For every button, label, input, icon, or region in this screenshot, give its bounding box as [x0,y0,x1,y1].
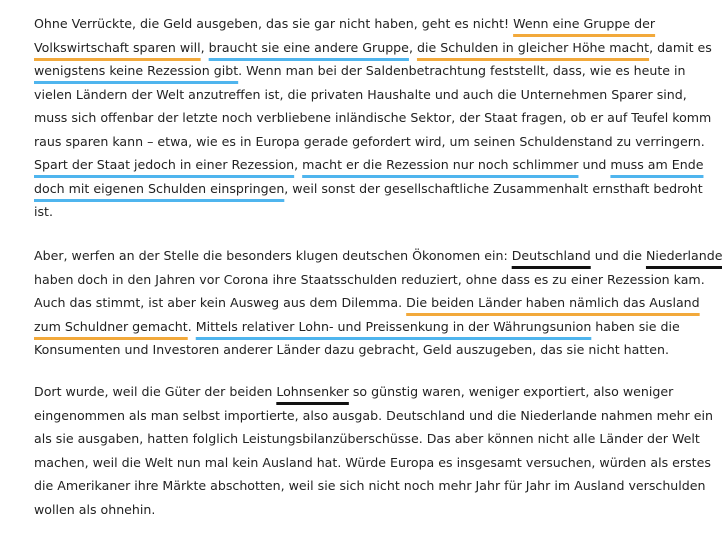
text-segment: . [187,318,196,334]
text-segment: die Amerikaner ihre Märkte abschotten, weil sie sich nicht noch mehr Jahr für Jahr im Ausland verschulden [34,478,706,493]
text-segment: , weil sonst der gesellschaftliche Zusammenhalt ernsthaft bedroht [284,180,703,196]
text-line [34,502,155,520]
text-line [34,272,705,290]
text-line [34,478,706,496]
text-line [34,16,655,34]
text-segment: haben doch in den Jahren vor Corona ihre Staatsschulden reduziert, ohne dass es zu einer Rezession kam. [34,271,705,287]
highlight-blue: macht er die Rezession nur noch schlimmer [302,157,579,172]
text-line [34,134,705,152]
highlight-blue: wenigstens keine Rezession gibt [34,63,239,78]
text-line [34,248,722,266]
text-segment: Auch das stimmt, ist aber kein Ausweg aus dem Dilemma. [34,295,407,310]
text-line [34,87,687,105]
text-segment: haben sie die [591,318,680,334]
highlight-black: Deutschland [511,248,591,263]
text-segment: eingenommen als man selbst importierte, also ausgab. Deutschland und die Niederlande nahmen mehr ein [34,407,713,423]
text-segment: , [294,157,303,172]
text-segment: , damit es [649,39,712,55]
highlight-orange: die Schulden in gleicher Höhe macht [416,39,650,55]
text-line [34,408,713,426]
text-segment: Ohne Verrückte, die Geld ausgeben, das sie gar nicht haben, geht es nicht! [34,16,514,31]
text-line [34,204,53,222]
text-segment: als sie ausgaben, hatten folglich Leistungsbilanzüberschüsse. Das aber können nicht alle Länder der Welt [34,431,700,446]
highlight-blue: braucht sie eine andere Gruppe [208,39,409,55]
text-line [34,384,673,402]
text-segment: , [200,39,209,55]
highlight-blue: doch mit eigenen Schulden einspringen [34,180,285,196]
highlight-orange: Die beiden Länder haben nämlich das Ausland [406,295,700,310]
text-segment: wollen als ohnehin. [34,501,156,517]
text-segment: , [408,39,417,55]
text-line [34,455,711,473]
text-segment: so günstig waren, weniger exportiert, also weniger [348,384,674,399]
text-segment: raus sparen kann – etwa, wie es in Europa gerade gefordert wird, um seinen Schuldenstand zu verringern. [34,133,705,149]
highlight-black: Niederlande [645,248,722,263]
text-line [34,40,712,58]
highlight-orange: Volkswirtschaft sparen will [34,39,201,55]
text-segment: und [578,157,611,172]
text-segment: machen, weil die Welt nun mal kein Ausland hat. Würde Europa es insgesamt versuchen, würden als erstes [34,454,711,470]
text-segment: Aber, werfen an der Stelle die besonders klugen deutschen Ökonomen ein: [34,248,512,263]
text-segment: . Wenn man bei der Saldenbetrachtung feststellt, dass, wie es heute in [238,63,686,78]
highlight-blue: Spart der Staat jedoch in einer Rezession [34,157,295,172]
text-line [34,295,700,313]
text-segment: Konsumenten und Investoren anderer Länder dazu gebracht, Geld auszugeben, das sie nicht hatten. [34,342,669,357]
text-segment: und die [590,248,646,263]
text-line [34,342,669,360]
highlight-blue: muss am Ende [610,157,704,172]
text-line [34,319,680,337]
highlight-black: Lohnsenker [276,384,349,399]
text-line [34,181,703,199]
text-line [34,157,703,175]
text-segment: vielen Ländern der Welt anzutreffen ist, die privaten Haushalte und auch die Unternehmen Sparer sind, [34,86,687,102]
text-line [34,431,700,449]
highlight-orange: zum Schuldner gemacht [34,318,188,334]
highlight-blue: Mittels relativer Lohn- und Preissenkung in der Währungsunion [195,318,592,334]
text-segment: Dort wurde, weil die Güter der beiden [34,384,277,399]
text-line [34,63,686,81]
text-line [34,110,711,128]
text-segment: ist. [34,204,54,219]
text-segment: muss sich offenbar der letzte noch verbliebene inländische Sektor, der Staat fragen, ob er auf Teufel komm [34,110,712,125]
highlight-orange: Wenn eine Gruppe der [513,16,656,31]
